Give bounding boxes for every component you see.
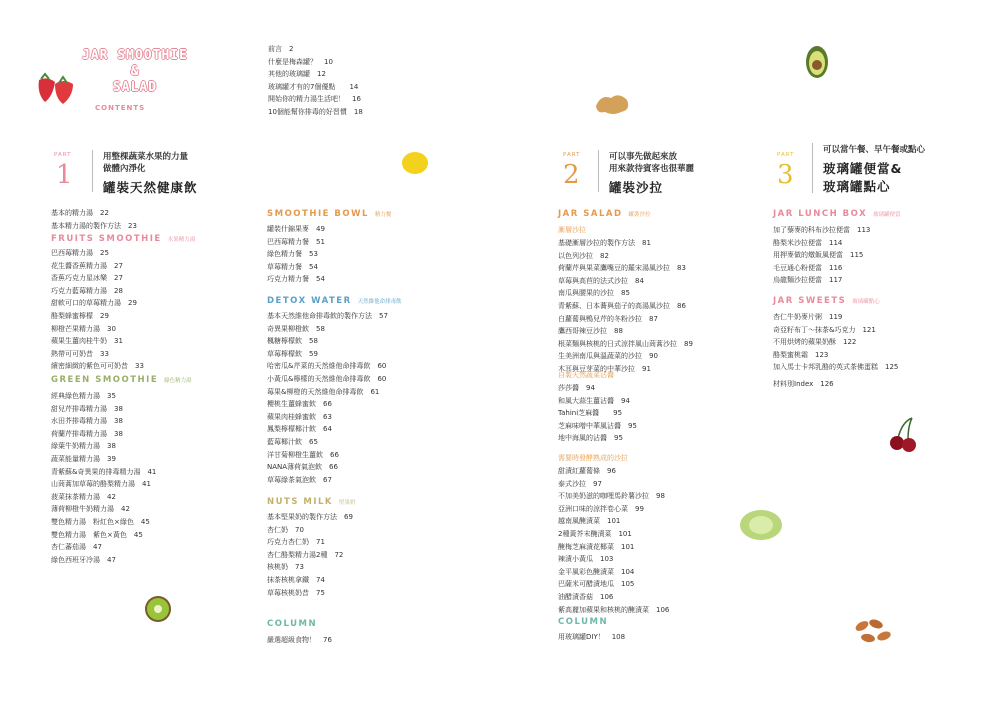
- list-item[interactable]: 小黃瓜&檸檬的天然維他命排毒飲 60: [267, 374, 387, 383]
- list-item[interactable]: 莓果&柳橙的天然維他命排毒飲 61: [267, 387, 380, 396]
- list-item[interactable]: 經典綠色精力湯 35: [51, 392, 116, 400]
- list-item[interactable]: 草莓精力餐 54: [267, 262, 318, 271]
- list-item[interactable]: 蘋果生薑肉桂牛奶 31: [51, 337, 123, 346]
- list-item[interactable]: 辣漬小黃瓜 103: [558, 555, 614, 564]
- list-item[interactable]: 基本精力湯的製作方法 23: [51, 221, 137, 230]
- list-item[interactable]: 巧克力精力餐 54: [267, 275, 325, 284]
- list-item[interactable]: 荷蘭芹排毒精力湯 38: [51, 429, 123, 438]
- basic-list: [51, 207, 137, 232]
- list-item[interactable]: 10個能幫你排毒的好習慣 18: [268, 107, 363, 116]
- list-item[interactable]: 毛豆通心粉便當 116: [773, 263, 843, 272]
- part-subtitle: 用整棵蔬菜水果的力量 做體內淨化: [103, 152, 189, 174]
- list-item[interactable]: 楓糖檸檬飲 58: [267, 337, 318, 346]
- list-item[interactable]: Tahini芝麻醬 95: [558, 409, 623, 418]
- ginger-icon: [593, 88, 633, 118]
- list-item[interactable]: 酪梨蜜桃霜 123: [773, 350, 829, 359]
- list-item[interactable]: 荷蘭芹與果菜鷹嘴豆的羅宋湯風沙拉 83: [558, 264, 686, 273]
- sweets-list: [773, 311, 898, 374]
- strawberry-icon: [35, 72, 77, 106]
- layer-list: [558, 237, 693, 376]
- list-item[interactable]: 繽密細緻的紫色可可奶昔 33: [51, 362, 144, 371]
- section-heading: DETOX WATER 天然維他命排毒飲: [267, 296, 402, 306]
- kiwi-icon: [143, 594, 173, 624]
- list-item[interactable]: 生美洲南瓜與溫蔬菜的沙拉 90: [558, 352, 658, 361]
- list-item[interactable]: 菠菜抹茶精力湯 42: [51, 492, 116, 501]
- lunch-list: [773, 224, 870, 287]
- list-item[interactable]: 用玻璃罐DIY！ 108: [558, 633, 626, 641]
- list-item[interactable]: 什麼是梅森罐？ 10: [268, 57, 333, 66]
- lemon-icon: [400, 150, 430, 176]
- fruits-list: [51, 247, 144, 373]
- cherry-icon: [886, 416, 920, 454]
- list-item[interactable]: 綠色西班牙冷湯 47: [51, 555, 116, 564]
- part-title: 玻璃罐便當& 玻璃罐點心: [823, 161, 903, 194]
- list-item[interactable]: 泰式沙拉 97: [558, 479, 602, 488]
- list-item[interactable]: 白蘿蔔與鴨兒芹的冬粉沙拉 87: [558, 314, 658, 323]
- list-item[interactable]: 奇亞籽布丁～抹茶&巧克力 121: [773, 325, 876, 334]
- nuts-list: [267, 511, 353, 599]
- list-item[interactable]: 和風大蒜生薑沾醬 94: [558, 396, 630, 405]
- section-heading: COLUMN: [267, 619, 318, 629]
- list-item[interactable]: 哈密瓜&芹菜的天然維他命排毒飲 60: [267, 362, 387, 371]
- list-item[interactable]: 木耳與豆芽菜的中華沙拉 91: [558, 364, 651, 373]
- list-item[interactable]: 用押麥做的燉飯風便當 115: [773, 251, 864, 260]
- list-item[interactable]: 草莓綠茶氣泡飲 67: [267, 475, 332, 484]
- part-label: PART: [54, 152, 72, 158]
- brand-line-2: &: [130, 64, 140, 79]
- list-item[interactable]: 其他的玻璃罐 12: [268, 70, 326, 79]
- list-item[interactable]: 巴西莓精力湯 25: [51, 249, 109, 257]
- part-label: PART: [777, 152, 795, 158]
- list-item[interactable]: 青紫蘇&奇異果的排毒精力湯 41: [51, 467, 157, 476]
- list-item[interactable]: 嚴選超級食物！ 76: [267, 636, 332, 644]
- section-heading: JAR SALAD 罐裝沙拉: [558, 209, 651, 219]
- list-item[interactable]: 以色列沙拉 82: [558, 251, 609, 260]
- list-item[interactable]: 杏仁酪梨精力湯2種 72: [267, 550, 344, 559]
- list-item[interactable]: 核桃奶 73: [267, 563, 304, 572]
- column-list: [558, 631, 625, 644]
- list-item[interactable]: 不加美奶滋的咖哩馬鈴薯沙拉 98: [558, 492, 665, 501]
- column-list: [267, 634, 332, 647]
- part-number: 3: [777, 160, 794, 190]
- subsection-heading: 需要時發酵熟成的沙拉: [558, 454, 628, 462]
- list-item[interactable]: 櫻桃生薑蜂蜜飲 66: [267, 400, 332, 409]
- list-item[interactable]: 甜兒芹排毒精力湯 38: [51, 404, 123, 413]
- list-item[interactable]: 蘋果肉桂蜂蜜飲 63: [267, 412, 332, 421]
- list-item[interactable]: 青紫蘇、日本蕎與茄子的高湯風沙拉 86: [558, 301, 686, 310]
- list-item[interactable]: 巴西莓精力餐 51: [267, 237, 325, 246]
- list-item[interactable]: 杏仁牛奶麥片粥 119: [773, 313, 843, 321]
- list-item[interactable]: 基本天然維他命排毒飲的製作方法 57: [267, 312, 388, 320]
- list-item[interactable]: NANA薄荷氣泡飲 66: [267, 463, 338, 472]
- list-item[interactable]: 基礎漸層沙拉的製作方法 81: [558, 239, 651, 247]
- list-item[interactable]: 山茼蒿加草莓的酪梨精力湯 41: [51, 480, 151, 489]
- list-item[interactable]: 油醋漬香菇 106: [558, 592, 614, 601]
- list-item[interactable]: 加入馬士卡邦乳酪的英式茶佛蛋糕 125: [773, 363, 899, 372]
- section-heading: COLUMN: [558, 617, 609, 627]
- list-item[interactable]: 藍莓椰汁飲 65: [267, 437, 318, 446]
- list-item[interactable]: 花生醬香蕉精力湯 27: [51, 261, 123, 270]
- list-item[interactable]: 基本的精力湯 22: [51, 209, 109, 217]
- cabbage-icon: [738, 508, 784, 542]
- divider: [598, 150, 599, 192]
- section-heading: JAR LUNCH BOX 玻璃罐便當: [773, 209, 901, 219]
- list-item[interactable]: 草莓與高苣的法式沙拉 84: [558, 276, 644, 285]
- section-heading: NUTS MILK 堅果奶: [267, 497, 356, 507]
- list-item[interactable]: 鳳梨檸檬椰汁飲 64: [267, 425, 332, 434]
- subsection-heading: 漸層沙拉: [558, 226, 586, 234]
- divider: [92, 150, 93, 192]
- section-heading: GREEN SMOOTHIE 綠色精力湯: [51, 375, 192, 385]
- list-item[interactable]: 洋甘菊柳橙生薑飲 66: [267, 450, 339, 459]
- list-item[interactable]: 巧克力藍莓精力湯 28: [51, 286, 123, 295]
- section-heading: JAR SWEETS 玻璃罐點心: [773, 296, 880, 306]
- list-item[interactable]: 熱帶可可奶昔 33: [51, 349, 109, 358]
- list-item[interactable]: 紫高麗加蘋果和核桃的醃漬菜 106: [558, 605, 670, 614]
- part-title: 罐裝沙拉: [609, 180, 664, 195]
- list-item[interactable]: 地中海風的沾醬 95: [558, 434, 623, 443]
- list-item[interactable]: 甜軟可口的草莓精力湯 29: [51, 299, 137, 308]
- list-item[interactable]: 蔬菜能量精力湯 39: [51, 454, 116, 463]
- section-heading: FRUITS SMOOTHIE 水果精力湯: [51, 234, 196, 244]
- list-item[interactable]: 南瓜與腰果的沙拉 85: [558, 289, 630, 298]
- brand-line-3: SALAD: [112, 80, 158, 95]
- part-subtitle: 可以事先做起來放 用來款待賓客也很華麗: [609, 152, 695, 174]
- list-item[interactable]: 金平風彩色醃漬菜 104: [558, 567, 635, 576]
- brand-line-1: JAR SMOOTHIE: [82, 48, 188, 63]
- almond-icon: [852, 614, 896, 648]
- list-item[interactable]: 巴薩米可醋漬地瓜 105: [558, 580, 635, 589]
- list-item[interactable]: 酪梨蜂蜜檸檬 29: [51, 311, 109, 320]
- part-subtitle: 可以當午餐、早午餐或點心: [823, 145, 926, 155]
- list-item[interactable]: 草莓檸檬飲 59: [267, 349, 318, 358]
- list-item[interactable]: 芝麻味噌中華風沾醬 95: [558, 421, 637, 430]
- list-item[interactable]: 甜漬紅蘿蔔條 96: [558, 467, 616, 475]
- contents-label: CONTENTS: [95, 104, 146, 112]
- part-number: 2: [563, 160, 580, 190]
- list-item[interactable]: 亞洲口味的涼拌卷心菜 99: [558, 504, 644, 513]
- list-item[interactable]: 杏仁蕃茄湯 47: [51, 543, 102, 552]
- index-list: [773, 378, 834, 391]
- pickle-list: [558, 465, 669, 616]
- list-item[interactable]: 前言 2: [268, 45, 294, 53]
- list-item[interactable]: 越南風醃漬菜 101: [558, 517, 621, 526]
- list-item[interactable]: 薄荷柳橙牛奶精力湯 42: [51, 505, 130, 514]
- list-item[interactable]: 基本堅果奶的製作方法 69: [267, 513, 353, 521]
- intro-list: [268, 43, 363, 119]
- list-item[interactable]: 酪梨米沙拉便當 114: [773, 238, 843, 247]
- list-item[interactable]: 綠葉牛奶精力湯 38: [51, 442, 116, 451]
- list-item[interactable]: 玻璃罐才有的7個優點 14: [268, 82, 359, 91]
- list-item[interactable]: 草莓核桃奶昔 75: [267, 588, 325, 597]
- list-item[interactable]: 雙色精力湯 紫色×黃色 45: [51, 530, 143, 539]
- list-item[interactable]: 根菜麵與核桃的日式涼拌風山茼蒿沙拉 89: [558, 339, 693, 348]
- detox-list: [267, 310, 388, 486]
- green-list: [51, 390, 156, 566]
- list-item[interactable]: 烏龍麵沙拉便當 117: [773, 276, 843, 285]
- part-number: 1: [56, 160, 73, 190]
- list-item[interactable]: 開始你的精力湯生活吧！ 16: [268, 95, 361, 104]
- list-item[interactable]: 材料別Index 126: [773, 380, 834, 388]
- list-item[interactable]: 不用烘烤的蘋果奶酥 122: [773, 338, 857, 347]
- part-label: PART: [563, 152, 581, 158]
- list-item[interactable]: 罐裝什錦果麥 49: [267, 225, 325, 233]
- list-item[interactable]: 莎莎醬 94: [558, 384, 595, 392]
- list-item[interactable]: 杏仁奶 70: [267, 525, 304, 534]
- part-title: 罐裝天然健康飲: [103, 180, 198, 195]
- section-heading: SMOOTHIE BOWL 精力餐: [267, 209, 392, 219]
- list-item[interactable]: 2種黃芥末醃漬菜 101: [558, 529, 632, 538]
- bowl-list: [267, 223, 325, 286]
- list-item[interactable]: 抹茶核桃拿鐵 74: [267, 575, 325, 584]
- list-item[interactable]: 綠色精力餐 53: [267, 250, 318, 259]
- list-item[interactable]: 巧克力杏仁奶 71: [267, 538, 325, 547]
- avocado-icon: [804, 42, 830, 80]
- list-item[interactable]: 奇異果柳橙飲 58: [267, 324, 325, 333]
- dressing-list: [558, 382, 637, 445]
- list-item[interactable]: 鷹西哥辣豆沙拉 88: [558, 327, 623, 336]
- list-item[interactable]: 加了藜麥的科布沙拉便當 113: [773, 226, 871, 234]
- list-item[interactable]: 柳橙芒果精力湯 30: [51, 324, 116, 333]
- list-item[interactable]: 雙色精力湯 粉紅色×綠色 45: [51, 517, 150, 526]
- list-item[interactable]: 醃梅芝麻漬花椰菜 101: [558, 542, 635, 551]
- divider: [812, 143, 813, 193]
- brand-logo: [60, 48, 210, 96]
- list-item[interactable]: 水田芥排毒精力湯 38: [51, 417, 123, 426]
- list-item[interactable]: 香蕉巧克力星冰樂 27: [51, 274, 123, 283]
- subsection-heading: 自製天然蔬菜沾醬: [558, 371, 614, 379]
